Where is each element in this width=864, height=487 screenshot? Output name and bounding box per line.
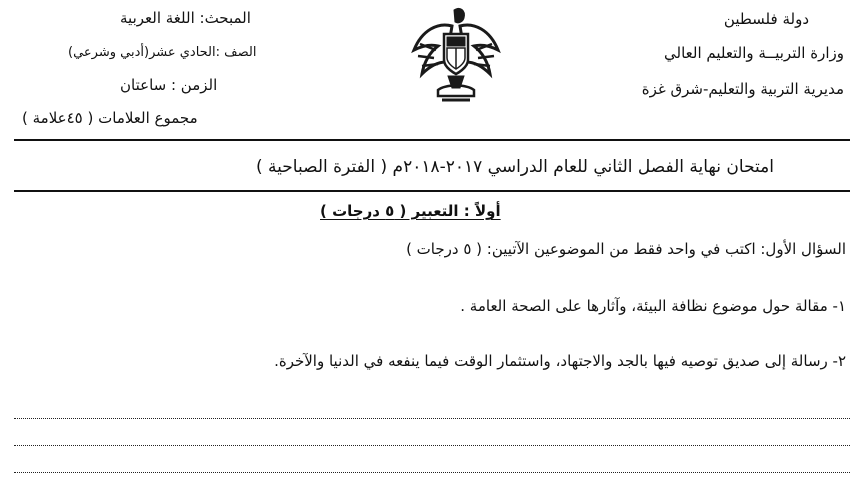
answer-line-2 bbox=[14, 445, 850, 446]
section-title: أولاً : التعبير ( ٥ درجات ) bbox=[320, 202, 501, 220]
time-label: الزمن : ساعتان bbox=[120, 76, 218, 94]
subject-label: المبحث: اللغة العربية bbox=[120, 9, 251, 27]
total-marks-label: مجموع العلامات ( ٤٥علامة ) bbox=[22, 109, 198, 127]
option-two: ٢- رسالة إلى صديق توصيه فيها بالجد والاجتهاد، واستثمار الوقت فيما ينفعه في الدنيا والآخرة. bbox=[274, 352, 846, 370]
header-directorate: مديرية التربية والتعليم-شرق غزة bbox=[641, 80, 844, 98]
header-ministry: وزارة التربيــة والتعليم العالي bbox=[664, 44, 844, 62]
option-one: ١- مقالة حول موضوع نظافة البيئة، وآثارها على الصحة العامة . bbox=[460, 297, 846, 315]
header-country: دولة فلسطين bbox=[723, 10, 809, 28]
grade-label: الصف :الحادي عشر(أدبي وشرعي) bbox=[68, 45, 257, 60]
header-divider-bottom bbox=[14, 190, 850, 192]
question-one: السؤال الأول: اكتب في واحد فقط من الموضوعين الآتيين: ( ٥ درجات ) bbox=[406, 240, 846, 258]
answer-line-1 bbox=[14, 418, 850, 419]
exam-title: امتحان نهاية الفصل الثاني للعام الدراسي ٢٠١٧-٢٠١٨م ( الفترة الصباحية ) bbox=[256, 157, 774, 177]
answer-line-3 bbox=[14, 472, 850, 473]
palestine-eagle-emblem-icon bbox=[408, 4, 504, 108]
header-divider-top bbox=[14, 139, 850, 141]
